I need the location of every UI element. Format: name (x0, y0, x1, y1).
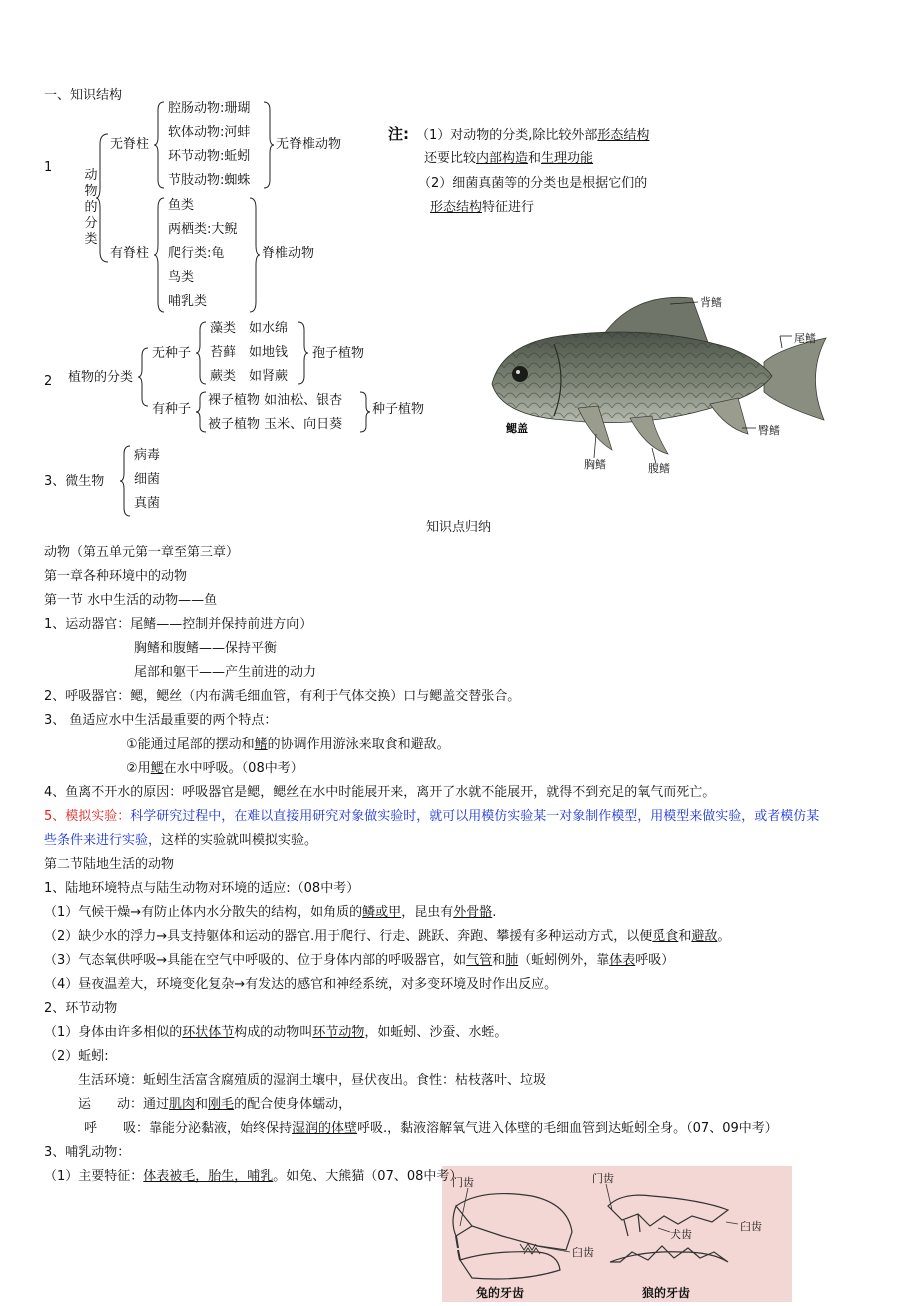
text-line: 运 动：通过肌肉和刚毛的配合使身体蠕动， (78, 1097, 352, 1112)
vertebrate-item: 哺乳类 (168, 294, 208, 309)
vertebrate-item: 鸟类 (168, 270, 195, 285)
text-line: （1）气候干燥→有防止体内水分散失的结构，如角质的鳞或甲，昆虫有外骨骼. (44, 905, 497, 920)
text-line: 生活环境：蚯蚓生活富含腐殖质的湿润土壤中，昼伏夜出。食性：枯枝落叶、垃圾 (78, 1073, 547, 1088)
fish-label-caudal: 尾鳍 (794, 332, 816, 345)
note-line: 还要比较内部构造和生理功能 (424, 151, 594, 166)
note-line: 形态结构特征进行 (430, 200, 535, 215)
invertebrate-item: 节肢动物:蜘蛛 (168, 173, 251, 188)
no-seed-right-brace (296, 320, 308, 386)
section-title: 第二节陆地生活的动物 (44, 857, 175, 872)
teeth-image (442, 1166, 792, 1302)
fish-label-dorsal: 背鳍 (700, 296, 722, 309)
vertical-char: 物 (84, 184, 98, 199)
section-title: 第一节 水中生活的动物——鱼 (44, 593, 218, 608)
fish-label-pectoral: 胸鳍 (584, 458, 606, 471)
text-line: （4）昼夜温差大，环境变化复杂→有发达的感官和神经系统，对多变环境及时作出反应。 (44, 977, 558, 992)
no-seed-label: 无种子 (152, 346, 192, 361)
fish-label-anal: 臀鳍 (758, 424, 780, 437)
fish-label-operculum: 鳃盖 (506, 422, 528, 435)
text-line: 些条件来进行实验，这样的实验就叫模拟实验。 (44, 833, 318, 848)
invertebrate-label: 无脊柱 (110, 137, 150, 152)
vertebrate-item: 两栖类:大鲵 (168, 222, 238, 237)
text-line: 3、 鱼适应水中生活最重要的两个特点： (44, 713, 278, 728)
seed-left-brace (196, 390, 208, 434)
no-seed-item: 苔藓 如地钱 (210, 345, 289, 360)
text-line: （1）主要特征：体表被毛，胎生，哺乳。如兔、大熊猫（07、08中考） (44, 1169, 463, 1184)
micro-item: 病毒 (134, 448, 161, 463)
fish-image (480, 288, 834, 480)
vertebrate-left-brace (154, 196, 166, 314)
text-line: （3）气态氧供呼吸→具能在空气中呼吸的、位于身体内部的呼吸器官，如气管和肺（蚯蚓例外，靠体表呼吸） (44, 953, 675, 968)
wolf-canine-label: 犬齿 (670, 1228, 692, 1241)
text-line: 尾部和躯干——产生前进的动力 (134, 665, 317, 680)
text-line: 1、陆地环境特点与陆生动物对环境的适应:（08中考） (44, 881, 360, 896)
seed-right-brace (358, 390, 370, 434)
seed-item: 被子植物 玉米、向日葵 (208, 417, 343, 432)
wolf-incisor-label: 门齿 (592, 1172, 614, 1185)
text-line: 胸鳍和腹鳍——保持平衡 (134, 641, 278, 656)
vertical-char: 的 (84, 200, 98, 215)
vertebrate-right-brace (248, 196, 260, 314)
rabbit-incisor-label: 门齿 (452, 1176, 474, 1189)
vertebrate-item: 爬行类:龟 (168, 246, 225, 261)
item-number-1: 1 (44, 160, 53, 175)
text-line: 2、呼吸器官：鳃，鳃丝（内布满毛细血管，有利于气体交换）口与鳃盖交替张合。 (44, 689, 521, 704)
text-line: ②用鳃在水中呼吸。（08中考） (126, 761, 304, 776)
micro-item: 细菌 (134, 472, 161, 487)
rabbit-teeth-caption: 兔的牙齿 (476, 1286, 525, 1300)
micro-brace (120, 444, 132, 518)
teeth-illustration (442, 1166, 792, 1302)
section-caption: 知识点归纳 (426, 520, 492, 535)
no-seed-item: 藻类 如水绵 (210, 321, 289, 336)
invertebrate-item: 软体动物:河蚌 (168, 125, 251, 140)
text-line: （1）身体由许多相似的环状体节构成的动物叫环节动物，如蚯蚓、沙蚕、水蛭。 (44, 1025, 508, 1040)
text-line: 2、环节动物 (44, 1001, 118, 1016)
fish-label-pelvic: 腹鳍 (648, 462, 670, 475)
vertebrate-group: 脊椎动物 (262, 246, 315, 261)
section-heading: 一、知识结构 (44, 88, 123, 103)
wolf-molar-label: 臼齿 (740, 1220, 762, 1233)
invertebrate-group: 无脊椎动物 (276, 137, 342, 152)
text-line: 1、运动器官：尾鳍——控制并保持前进方向） (44, 617, 313, 632)
text-line: 5、模拟实验：科学研究过程中，在难以直接用研究对象做实验时，就可以用模仿实验某一对象制作模型，用模型来做实验，或者模仿某 (44, 809, 820, 824)
vertebrate-item: 鱼类 (168, 198, 195, 213)
seed-group: 种子植物 (372, 402, 425, 417)
invertebrate-item: 环节动物:蚯蚓 (168, 149, 251, 164)
seed-item: 裸子植物 如油松、银杏 (208, 393, 343, 408)
plants-label: 植物的分类 (68, 370, 134, 385)
no-seed-left-brace (196, 320, 208, 386)
vertical-char: 动 (84, 168, 98, 183)
text-line: 呼 吸：靠能分泌黏液，始终保持湿润的体壁呼吸.，黏液溶解氧气进入体壁的毛细血管到达蚯蚓全身。（07、09中考） (84, 1121, 778, 1136)
no-seed-item: 蕨类 如肾蕨 (210, 369, 289, 384)
vertebrate-label: 有脊柱 (110, 246, 150, 261)
invertebrate-right-brace (262, 100, 274, 190)
text-line: （2）蚯蚓: (44, 1049, 109, 1064)
note-label: 注: (388, 125, 409, 143)
text-line: （2）缺少水的浮力→具支持躯体和运动的器官.用于爬行、行走、跳跃、奔跑、攀援有多种运动方式，以便觅食和避敌。 (44, 929, 731, 944)
wolf-teeth-caption: 狼的牙齿 (642, 1286, 691, 1300)
text-line: ①能通过尾部的摆动和鳍的协调作用游泳来取食和避敌。 (126, 737, 450, 752)
note-line: （2）细菌真菌等的分类也是根据它们的 (418, 176, 648, 191)
plants-brace (138, 346, 150, 408)
invertebrate-left-brace (154, 100, 166, 190)
fish-illustration (480, 288, 834, 480)
no-seed-group: 孢子植物 (312, 346, 365, 361)
micro-label: 3、微生物 (44, 474, 105, 489)
micro-item: 真菌 (134, 496, 161, 511)
rabbit-molar-label: 臼齿 (572, 1246, 594, 1259)
note-line: （1）对动物的分类,除比较外部形态结构 (416, 128, 650, 143)
vertical-char: 类 (84, 232, 98, 247)
invertebrate-item: 腔肠动物:珊瑚 (168, 101, 251, 116)
text-line: 动物（第五单元第一章至第三章） (44, 545, 240, 560)
seed-label: 有种子 (152, 402, 192, 417)
text-line: 4、鱼离不开水的原因：呼吸器官是鳃，鳃丝在水中时能展开来，离开了水就不能展开，就得不到充足的氧气而死亡。 (44, 785, 716, 800)
chapter-title: 第一章各种环境中的动物 (44, 569, 188, 584)
item-number-2: 2 (44, 374, 53, 389)
text-line: 3、哺乳动物： (44, 1145, 131, 1160)
animal-brace (96, 132, 110, 264)
vertical-char: 分 (84, 216, 98, 231)
